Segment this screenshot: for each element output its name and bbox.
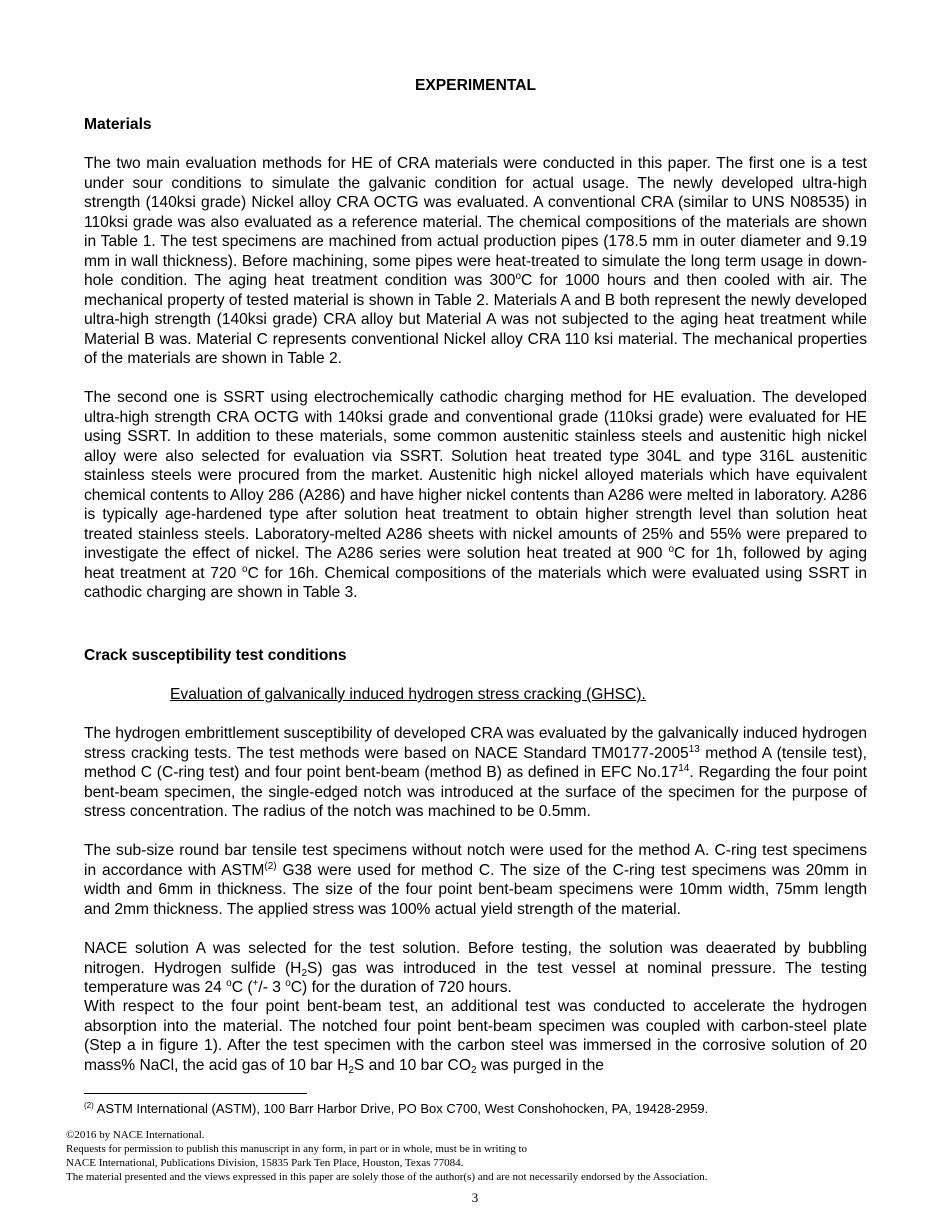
copyright-line: Requests for permission to publish this manuscript in any form, in part or in whole, must be in writing to [66, 1143, 528, 1155]
superscript: o [285, 978, 291, 989]
copyright-line: ©2016 by NACE International. [66, 1129, 205, 1141]
footnote-marker: (2) [84, 1101, 94, 1110]
materials-paragraph-2: The second one is SSRT using electrochemically cathodic charging method for HE evaluation. The developed ultra-high strength CRA OCTG with 140ksi grade and conventional grade (110ksi grade) were evaluated for HE using SSRT. In addition to these materials, some common austenitic stainless steels and austenitic high nickel alloy were also selected for evaluation via SSRT. Solution heat treated type 304L and type 316L austenitic stainless steels were procured from the market. Austenitic high nickel alloyed materials which have equivalent chemical contents to Alloy 286 (A286) and have higher nickel contents than A286 were melted in laboratory. A286 is typically age-hardened type after solution heat treatment to obtain higher strength level than solution heat treated stainless steels. Laboratory-melted A286 sheets with nickel amounts of 25% and 55% were prepared to investigate the effect of nickel. The A286 series were solution heat treated at 900 $^o$C for 1h, followed by aging heat treatment at 720 $^o$C for 16h. Chemical compositions of the materials which were evaluated using SSRT in cathodic charging are shown in Table 3. [84, 389, 867, 601]
section-title: EXPERIMENTAL [414, 77, 536, 94]
footnote-text: ASTM International (ASTM), 100 Barr Harbor Drive, PO Box C700, West Conshohocken, PA, 19428-2959. [93, 1101, 709, 1116]
superscript: o [515, 271, 522, 282]
superscript: o [242, 563, 248, 575]
ghsc-paragraph-2: The sub-size round bar tensile test specimens without notch were used for the method A. C-ring test specimens in accordance with ASTM$^{(2)}$ G38 were used for method C. The size of the C-ring test specimens was 20mm in width and 6mm in thickness. The size of the four point bent-beam specimens were 10mm width, 75mm length and 2mm thickness. The applied stress was 100% actual yield strength of the material. [84, 842, 867, 918]
crack-heading: Crack susceptibility test conditions [84, 647, 347, 664]
footnote-divider [84, 1093, 307, 1094]
copyright-notice [66, 1128, 707, 1184]
footnote [84, 1100, 708, 1118]
copyright-line: NACE International, Publications Division, 15835 Park Ten Place, Houston, Texas 77084. [66, 1157, 464, 1169]
ghsc-subheading: Evaluation of galvanically induced hydrogen stress cracking (GHSC). [170, 686, 646, 703]
subscript: 2 [470, 1064, 477, 1076]
ghsc-paragraph-3: NACE solution A was selected for the test solution. Before testing, the solution was deaerated by bubbling nitrogen. Hydrogen sulfide $(H_2S)$ gas was introduced in the test vessel at nominal pressure. The testing temperature was 24 $^o$C (+/- 3 $^o$C) for the duration of 720 hours. [84, 940, 867, 996]
superscript: + [252, 978, 259, 989]
materials-heading: Materials [84, 116, 152, 133]
ghsc-paragraph-1: The hydrogen embrittlement susceptibility of developed CRA was evaluated by the galvanically induced hydrogen stress cracking tests. The test methods were based on NACE Standard TM0177-2005$^{13}$ method A (tensile test), method C (C-ring test) and four point bent-beam (method B) as defined in EFC $No.17^{14}$. Regarding the four point bent-beam specimen, the single-edged notch was introduced at the surface of the specimen for the purpose of stress concentration. The radius of the notch was machined to be 0.5mm. [84, 725, 867, 820]
subscript: 2 [348, 1064, 354, 1076]
materials-paragraph-1: The two main evaluation methods for HE of CRA materials were conducted in this paper. The first one is a test under sour conditions to simulate the galvanic condition for actual usage. The newly developed ultra-high strength (140ksi grade) Nickel alloy CRA OCTG was evaluated. A conventional CRA (similar to UNS N08535) in 110ksi grade was also evaluated as a reference material. The chemical compositions of the materials are shown in Table 1. The test specimens are machined from actual production pipes (178.5 mm in outer diameter and 9.19 mm in wall thickness). Before machining, some pipes were heat-treated to simulate the long term usage in down-hole condition. The aging heat treatment condition was 300$^o$C for 1000 hours and then cooled with air. The mechanical property of tested material is shown in Table 2. Materials A and B both represent the newly developed ultra-high strength (140ksi grade) CRA alloy but Material A was not subjected to the aging heat treatment while Material B was. Material C represents conventional Nickel alloy CRA 110 ksi material. The mechanical properties of the materials are shown in Table 2. [84, 155, 867, 367]
superscript: 13 [688, 743, 700, 755]
subscript: 2 [301, 967, 307, 979]
superscript: (2) [264, 860, 277, 872]
copyright-line: The material presented and the views expressed in this paper are solely those of the author(s) and are not necessarily endorsed by the Association. [66, 1171, 708, 1183]
ghsc-paragraph-4: With respect to the four point bent-beam test, an additional test was conducted to accelerate the hydrogen absorption into the material. The notched four point bent-beam specimen was coupled with carbon-steel plate (Step a in figure 1). After the test specimen with the carbon steel was immersed in the corrosive solution of 20 mass% NaCl, the acid gas of 10 bar $H_2S$ and 10 bar $CO_2$ was purged in the [84, 998, 867, 1076]
page-number: 3 [471, 1190, 479, 1205]
superscript: 14 [678, 763, 690, 774]
superscript: o [668, 544, 675, 555]
superscript: o [226, 978, 232, 989]
